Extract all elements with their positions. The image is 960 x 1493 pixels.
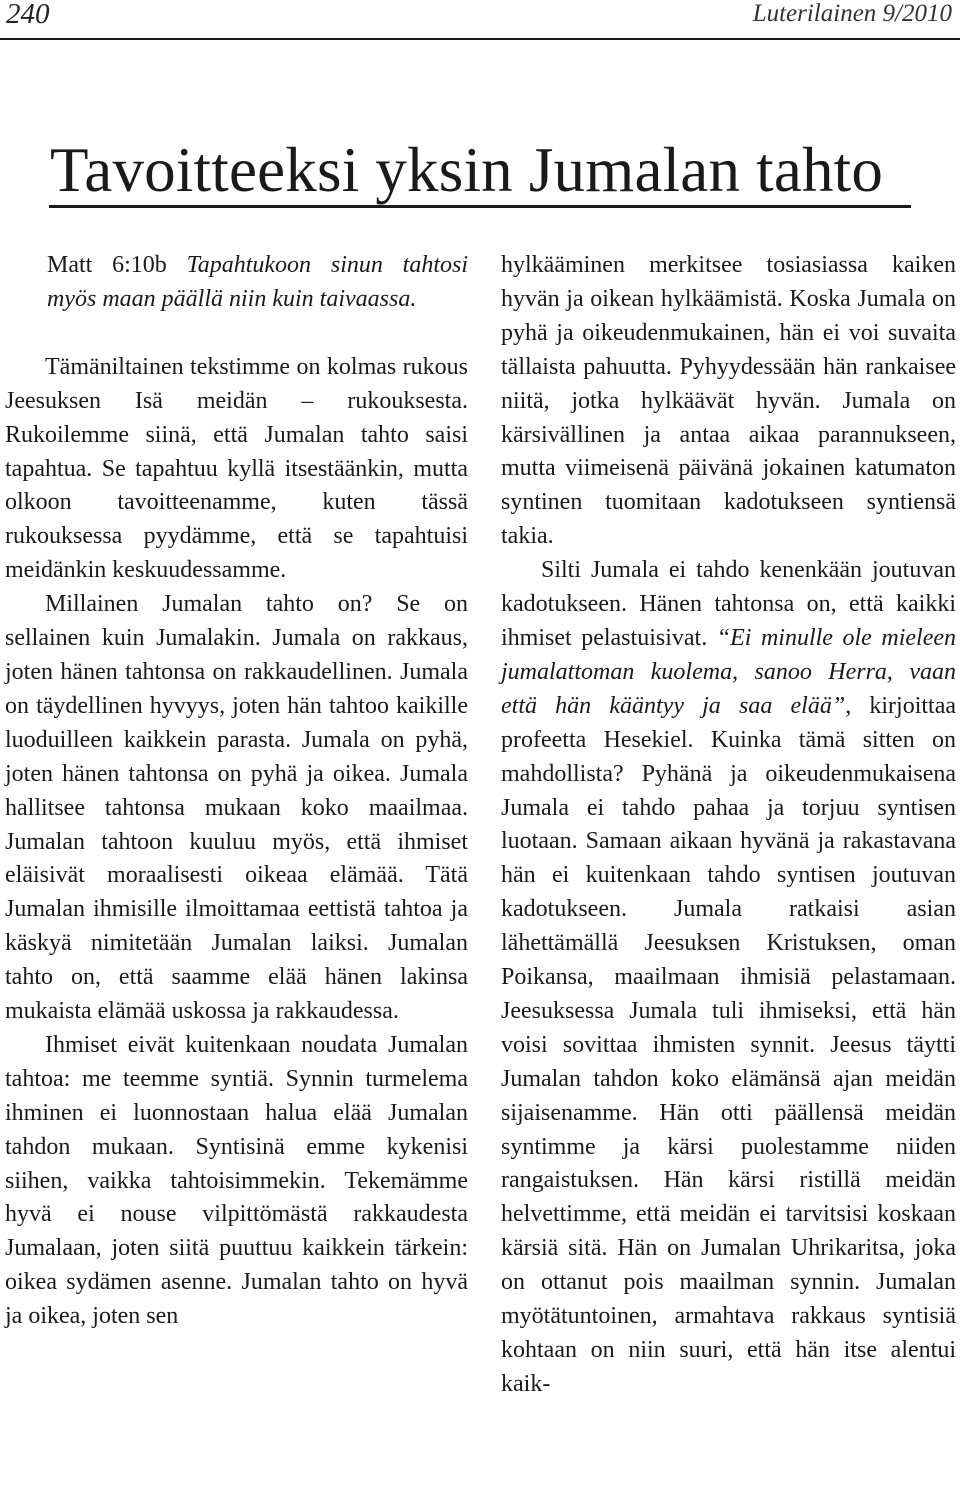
header-rule: [0, 38, 960, 40]
paragraph-5-end: , kirjoittaa profeetta Hesekiel. Kuinka tämä sitten on mahdollista? Pyhänä ja oikeudenmukaisena Jumala ei tahdo pahaa ja torjuu syntisen luotaan. Samaan aikaan hyvänä ja rakastavana hän ei kuitenkaan tahdo syntisen joutuvan kadotukseen. Jumala ratkaisi asian lähettämällä Jeesuksen Kristuksen, oman Poikansa, maailmaan ihmisiä pelastamaan. Jeesuksessa Jumala tuli ihmiseksi, että hän voisi sovittaa ihmisten synnit. Jeesus täytti Jumalan tahdon koko elämänsä ajan meidän sijaisenamme. Hän otti päällensä meidän syntimme ja kärsi puolestamme niiden rangaistuksen. Hän kärsi ristillä meidän helvettimme, että meidän ei tarvitsisi koskaan kärsiä sitä. Hän on Jumalan Uhrikaritsa, joka on ottanut pois maailman synnin. Jumalan myötätuntoinen, armahtava rakkaus syntisiä kohtaan on niin suuri, että hän itse alentui kaik-: [501, 692, 957, 1397]
hesekiel-quote: “Ei minulle ole mieleen jumalattoman kuolema, sanoo Herra, vaan että hän kääntyy ja saa elää”: [501, 624, 957, 719]
verse-text: Tapahtukoon sinun tahtosi myös maan päällä niin kuin taivaassa.: [47, 252, 468, 312]
paragraph-4: hylkääminen merkitsee tosiasiassa kaiken hyvän ja oikean hylkäämistä. Koska Jumala on pyhä ja oikeudenmukainen, hän ei voi suvaita tällaista pahuutta. Pyhyydessään hän rankaisee niitä, jotka hylkäävät hyvän. Jumala on kärsivällinen ja antaa aikaa parannukseen, mutta viimeisenä päivänä jokainen katumaton syntinen tuomitaan kadotukseen syntiensä takia.: [501, 252, 956, 550]
left-column: [5, 249, 468, 1334]
title-rule: [49, 205, 911, 208]
verse-reference: Matt 6:10b: [47, 252, 167, 278]
paragraph-5: [501, 554, 956, 1402]
article-title: Tavoitteeksi yksin Jumalan tahto: [50, 135, 884, 205]
paragraph-1: Tämäniltainen tekstimme on kolmas rukous Jeesuksen Isä meidän – rukouksesta. Rukoilemme siinä, että Jumalan tahto saisi tapahtua. Se tapahtuu kyllä itsestäänkin, mutta olkoon tavoitteenamme, kuten tässä rukouksessa pyydämme, että se tapahtuisi meidänkin keskuudessamme.: [5, 353, 468, 584]
bible-verse: [5, 249, 468, 317]
paragraph-3: Ihmiset eivät kuitenkaan noudata Jumalan tahtoa: me teemme syntiä. Synnin turmelema ihminen ei luonnostaan halua elää Jumalan tahdon mukaan. Syntisinä emme kykenisi siihen, vaikka tahtoisimmekin. Tekemämme hyvä ei nouse vilpittömästä rakkaudesta Jumalaan, joten siitä puuttuu kaikkein tärkein: oikea sydämen asenne. Jumalan tahto on hyvä ja oikea, joten sen: [5, 1031, 468, 1330]
paragraph-5-start: Silti Jumala ei tahdo kenenkään joutuvan kadotukseen. Hänen tahtonsa on, että kaikki ihmiset pelastuisivat.: [501, 557, 956, 651]
page-number: 240: [6, 0, 50, 30]
issue-label: Luterilainen 9/2010: [752, 0, 952, 27]
verse-spacer: [5, 317, 468, 351]
right-column: [501, 249, 956, 1402]
paragraph-2: Millainen Jumalan tahto on? Se on sellainen kuin Jumalakin. Jumala on rakkaus, joten hänen tahtonsa on rakkaudellinen. Jumala on täydellinen hyvyys, joten hän tahtoo kaikille luoduilleen kaikkein parasta. Jumala on pyhä, joten hänen tahtonsa on pyhä ja oikea. Jumala hallitsee tahtonsa mukaan koko maailmaa. Jumalan tahtoon kuuluu myös, että ihmiset eläisivät moraalisesti oikeaa elämää. Tätä Jumalan ihmisille ilmoittamaa eettistä tahtoa ja käskyä nimitetään Jumalan laiksi. Jumalan tahto on, että saamme elää hänen lakinsa mukaista elämää uskossa ja rakkaudessa.: [5, 591, 468, 1025]
